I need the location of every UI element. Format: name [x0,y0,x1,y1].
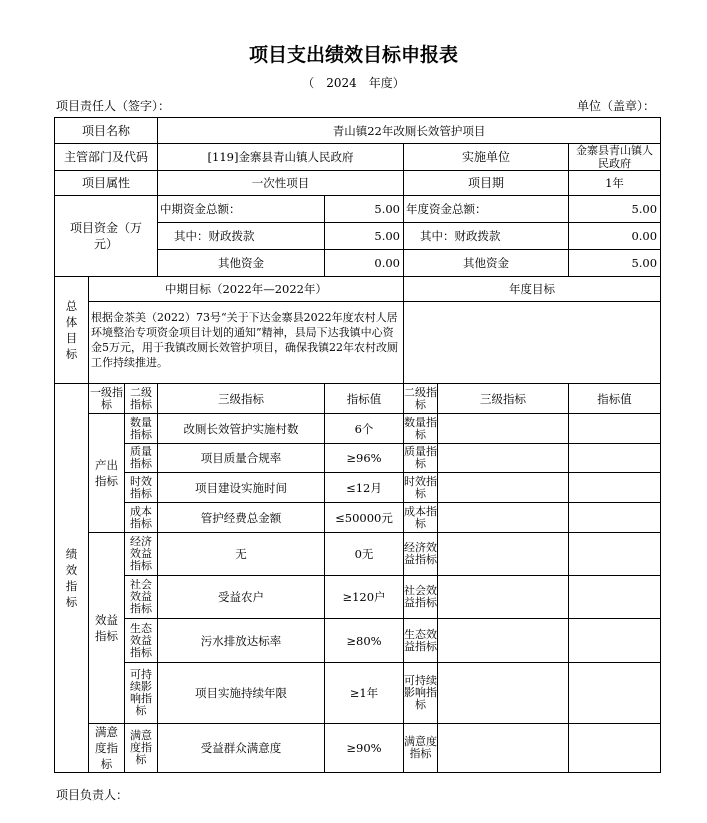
output-indicator-label: 产出指标 [89,414,125,533]
year-goal-header: 年度目标 [404,277,661,302]
level3-cell: 受益群众满意度 [158,724,325,773]
period-label: 项目期 [404,171,569,196]
level2-cell: 可持续影响指标 [125,663,158,724]
value-cell: ≥120户 [325,576,404,619]
year-line: （ 2024 年度） [302,76,405,90]
indicators-label: 绩效指标 [55,384,89,773]
row-funds-total [55,196,661,223]
mid-total-label: 中期资金总额： [158,196,325,223]
level3-cell: 项目质量合规率 [158,444,325,473]
level3-right-cell [438,663,569,724]
project-name-label: 项目名称 [55,118,158,144]
level2-cell: 数量指标 [125,414,158,444]
indicator-row [55,619,661,663]
h-level2: 二级指标 [125,384,158,414]
unit-seal-label: 单位（盖章）： [576,99,655,113]
value-cell: 0无 [325,533,404,576]
level2-cell: 经济效益指标 [125,533,158,576]
value-cell: ≤50000元 [325,503,404,533]
responsible-signature-label: 项目责任人（签字）： [56,99,171,113]
level2-right-cell: 经济效益指标 [404,533,438,576]
level2-cell: 成本指标 [125,503,158,533]
row-dept [55,144,661,171]
level3-cell: 污水排放达标率 [158,619,325,663]
level3-right-cell [438,473,569,503]
benefit-indicator-label: 效益指标 [89,533,125,724]
impl-unit-value: 金寨县青山镇人民政府 [569,144,661,171]
indicator-row [55,444,661,473]
overall-goal-label: 总体目标 [55,277,89,384]
row-attr [55,171,661,196]
mid-goal-text: 根据金茶美（2022）73号“关于下达金寨县2022年度农村人居环境整治专项资金项目计划的通知”精神，县局下达我镇中心资金5万元，用于我镇改厕长效管护项目，确保我镇22年农村改厕工作持续推进。 [89,302,404,384]
satisfaction-indicator-label: 满意度指标 [89,724,125,773]
indicator-row [55,724,661,773]
dept-value: [119]金寨县青山镇人民政府 [158,144,404,171]
level2-right-cell: 生态效益指标 [404,619,438,663]
level2-right-cell: 社会效益指标 [404,576,438,619]
value-cell: 6个 [325,414,404,444]
level3-right-cell [438,503,569,533]
value-right-cell [569,724,661,773]
level2-right-cell: 时效指标 [404,473,438,503]
mid-other-value: 0.00 [325,250,404,277]
level2-right-cell: 满意度指标 [404,724,438,773]
indicator-row [55,503,661,533]
h-level1: 一级指标 [89,384,125,414]
value-right-cell [569,663,661,724]
level3-right-cell [438,533,569,576]
level2-right-cell: 成本指标 [404,503,438,533]
level3-right-cell [438,444,569,473]
mid-fiscal-label: 其中：财政拨款 [158,223,325,250]
year-total-value: 5.00 [569,196,661,223]
value-right-cell [569,414,661,444]
level2-cell: 生态效益指标 [125,619,158,663]
value-cell: ≥90% [325,724,404,773]
year-fiscal-value: 0.00 [569,223,661,250]
indicator-row [55,473,661,503]
level3-cell: 无 [158,533,325,576]
period-value: 1年 [569,171,661,196]
indicator-row [55,533,661,576]
indicator-row [55,663,661,724]
indicator-row [55,576,661,619]
value-right-cell [569,444,661,473]
h-value: 指标值 [325,384,404,414]
year-goal-text [404,302,661,384]
funds-label: 项目资金（万元） [55,196,158,277]
impl-unit-label: 实施单位 [404,144,569,171]
value-cell: ≥96% [325,444,404,473]
row-goals-text [55,302,661,384]
level3-right-cell [438,414,569,444]
h-level3-right: 三级指标 [438,384,569,414]
row-project-name [55,118,661,144]
level2-cell: 社会效益指标 [125,576,158,619]
value-right-cell [569,619,661,663]
level2-right-cell: 质量指标 [404,444,438,473]
value-right-cell [569,533,661,576]
level3-right-cell [438,619,569,663]
level3-cell: 项目建设实施时间 [158,473,325,503]
project-leader-label: 项目负责人： [56,788,129,802]
level3-right-cell [438,576,569,619]
level3-cell: 受益农户 [158,576,325,619]
level3-cell: 管护经费总金额 [158,503,325,533]
level2-right-cell: 可持续影响指标 [404,663,438,724]
level2-cell: 满意度指标 [125,724,158,773]
level3-right-cell [438,724,569,773]
mid-total-value: 5.00 [325,196,404,223]
level2-cell: 质量指标 [125,444,158,473]
value-right-cell [569,473,661,503]
attr-value: 一次性项目 [158,171,404,196]
value-cell: ≥80% [325,619,404,663]
row-goals-header [55,277,661,302]
year-other-value: 5.00 [569,250,661,277]
h-level2-right: 二级指标 [404,384,438,414]
level2-right-cell: 数量指标 [404,414,438,444]
h-value-right: 指标值 [569,384,661,414]
value-cell: ≥1年 [325,663,404,724]
value-right-cell [569,503,661,533]
indicator-row [55,414,661,444]
mid-other-label: 其他资金 [158,250,325,277]
year-fiscal-label: 其中：财政拨款 [404,223,569,250]
dept-label: 主管部门及代码 [55,144,158,171]
level3-cell: 项目实施持续年限 [158,663,325,724]
row-indicator-header [55,384,661,414]
page-title: 项目支出绩效目标申报表 [248,44,458,66]
value-cell: ≤12月 [325,473,404,503]
value-right-cell [569,576,661,619]
attr-label: 项目属性 [55,171,158,196]
mid-goal-header: 中期目标（2022年—2022年） [89,277,404,302]
performance-target-form [54,117,661,773]
year-other-label: 其他资金 [404,250,569,277]
level3-cell: 改厕长效管护实施村数 [158,414,325,444]
project-name-value: 青山镇22年改厕长效管护项目 [158,118,661,144]
level2-cell: 时效指标 [125,473,158,503]
year-total-label: 年度资金总额： [404,196,569,223]
h-level3: 三级指标 [158,384,325,414]
mid-fiscal-value: 5.00 [325,223,404,250]
